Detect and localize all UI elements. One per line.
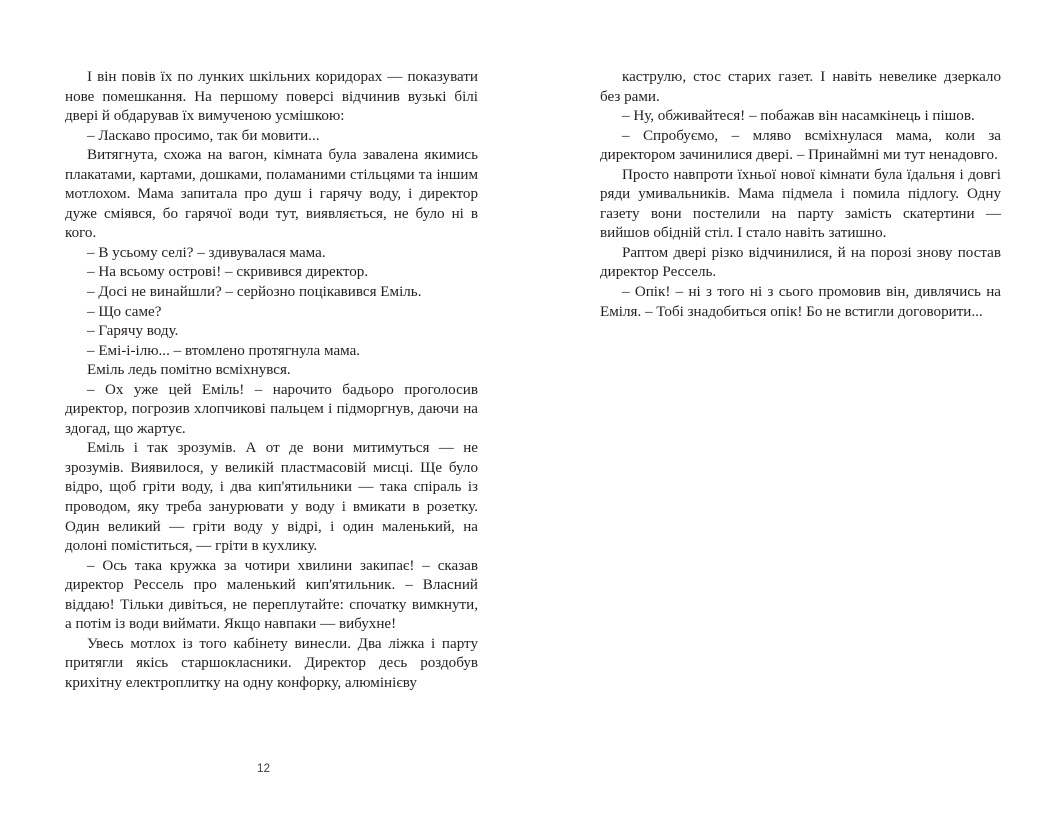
body-paragraph: каструлю, стос старих газет. І навіть невелике дзеркало без рами. [600,69,1001,105]
dialogue-paragraph: – Що саме? [87,303,162,320]
body-paragraph: Просто навпроти їхньої нової кімнати була їдальня і довгі ряди умивальників. Мама підмела і помила підлогу. Одну газету вони постелили на парту замість скатертини — вийшов обідній стіл. І стало навіть затишно. [600,166,1001,242]
body-paragraph: Увесь мотлох із того кабінету винесли. Два ліжка і парту притягли якісь старшокласники. Директор десь роздобув крихітну електроплитку на одну конфорку, алюмінієву [65,635,478,691]
dialogue-paragraph: – Досі не винайшли? – серйозно поцікавився Еміль. [87,284,422,301]
page-number: 12 [257,763,271,775]
dialogue-paragraph: – Гарячу воду. [87,323,179,340]
text-column-right [600,68,1001,322]
body-paragraph: Еміль і так зрозумів. А от де вони митимуться — не зрозумів. Виявилося, у великій пластмасовій мисці. Ще було відро, щоб гріти воду, і два кип'ятильники — така спіраль із проводом, яку треба занурювати у воду і вмикати в розетку. Один великий — гріти воду у відрі, і один маленький, на долоні поміститься, — гріти в кухлику. [65,440,478,555]
dialogue-paragraph: – Ласкаво просимо, так би мовити... [87,127,320,144]
dialogue-paragraph: – В усьому селі? – здивувалася мама. [87,244,326,261]
dialogue-paragraph: – Ось така кружка за чотири хвилини закипає! – сказав директор Рессель про маленький кип'ятильник. – Власний віддаю! Тільки дивіться, не переплутайте: спочатку вимкнути, а потім із води виймати. Якщо навпаки — вибухне! [65,557,478,633]
body-paragraph: Еміль ледь помітно всміхнувся. [87,362,291,379]
body-paragraph: Раптом двері різко відчинилися, й на порозі знову постав директор Рессель. [600,244,1001,281]
dialogue-paragraph: – Спробуємо, – мляво всміхнулася мама, коли за директором зачинилися двері. – Принаймні ми тут ненадовго. [600,127,1001,164]
body-paragraph: Витягнута, схожа на вагон, кімната була завалена якимись плакатами, картами, дошками, поламаними стільцями та іншим мотлохом. Мама запитала про душ і гарячу воду, і директор дуже сміявся, бо гарячої води тут, виявляється, не було ні в кого. [65,147,478,242]
body-paragraph: І він повів їх по лунких шкільних коридорах — показувати нове помешкання. На першому поверсі відчинив вузькі білі двері й обдарував їх вимученою усмішкою: [65,69,478,125]
dialogue-paragraph: – Опік! – ні з того ні з сього промовив він, дивлячись на Еміля. – Тобі знадобиться опік! Бо не встигли договорити... [600,284,1001,320]
dialogue-paragraph: – На всьому острові! – скривився директор. [87,264,369,281]
dialogue-paragraph: – Ну, обживайтеся! – побажав він насамкінець і пішов. [622,108,975,125]
text-column-left [65,68,478,694]
dialogue-paragraph: – Емі-і-ілю... – втомлено протягнула мама. [87,342,361,359]
dialogue-paragraph: – Ох уже цей Еміль! – нарочито бадьоро проголосив директор, погрозив хлопчикові пальцем і підморгнув, даючи на здогад, що жартує. [65,381,478,437]
